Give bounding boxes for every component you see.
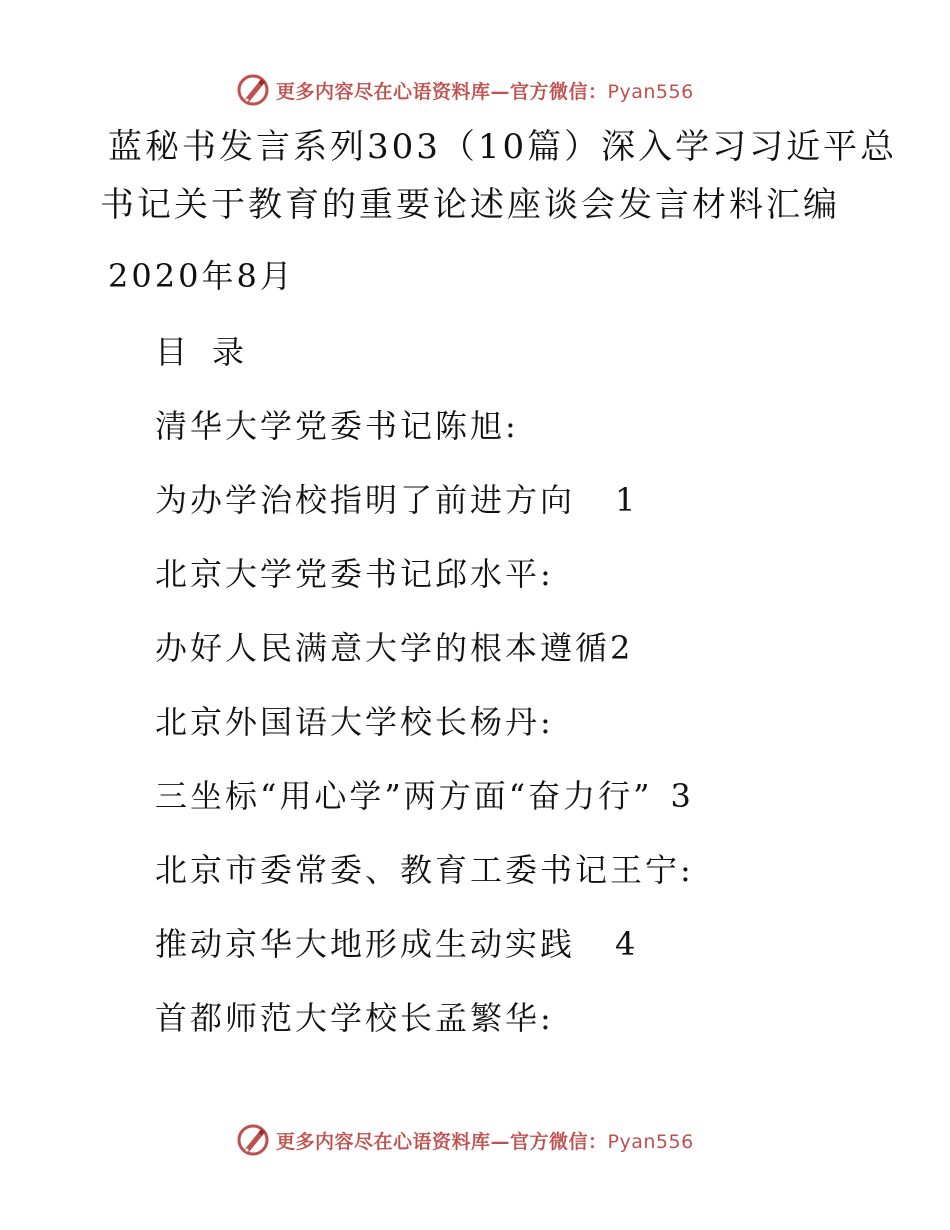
toc-page-number: 2 [610,629,634,667]
watermark-account: Pyan556 [607,1130,694,1153]
toc-entry-author: 首都师范大学校长孟繁华: [155,999,554,1037]
toc-entry-article: 办好人民满意大学的根本遵循2 [155,629,634,667]
toc-entry-article: 推动京华大地形成生动实践 4 [155,925,639,963]
footer-watermark [236,1123,694,1157]
document-date: 2020年8月 [108,257,295,295]
pen-seal-icon [236,1123,270,1157]
toc-entry-article: 三坐标“用心学”两方面“奋力行” 3 [155,777,694,815]
document-title-line-1: 蓝秘书发言系列303（10篇）深入学习习近平总 [108,127,898,167]
toc-entry-author: 北京外国语大学校长杨丹: [155,703,554,741]
toc-entry-author: 北京市委常委、教育工委书记王宁: [155,851,694,889]
header-watermark [236,73,694,107]
toc-heading [155,333,248,371]
pen-seal-icon [236,73,270,107]
toc-entry-article: 为办学治校指明了前进方向 1 [155,481,639,519]
document-title-line-2: 书记关于教育的重要论述座谈会发言材料汇编 [100,185,840,225]
toc-entry-author: 北京大学党委书记邱水平: [155,555,554,593]
toc-entry-author: 清华大学党委书记陈旭: [155,407,519,445]
toc-page-number: 4 [615,925,639,963]
toc-page-number: 1 [615,481,639,519]
watermark-text: 更多内容尽在心语资料库—官方微信：Pyan556 [276,1130,694,1153]
toc-heading-part-1: 目 [155,333,191,371]
toc-page-number: 3 [670,777,694,815]
toc-heading-part-2: 录 [212,333,248,371]
watermark-account: Pyan556 [607,80,694,103]
watermark-text: 更多内容尽在心语资料库—官方微信：Pyan556 [276,80,694,103]
